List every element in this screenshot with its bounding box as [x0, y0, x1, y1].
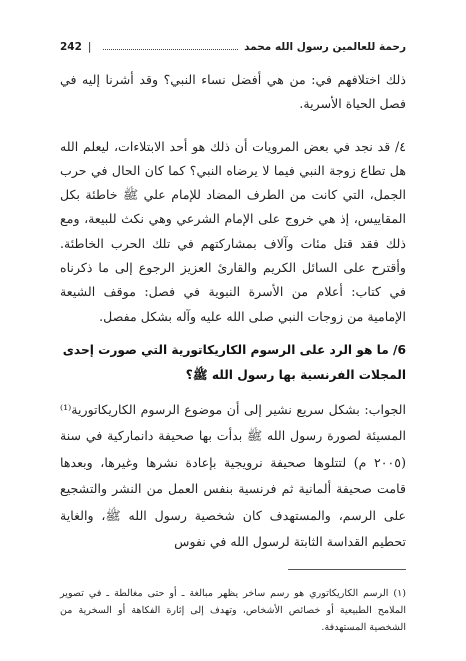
paragraph-1: ذلك اختلافهم في: من هي أفضل نساء النبي؟ وقد أشرنا إليه في فصل الحياة الأسرية. — [60, 72, 406, 112]
running-header — [60, 38, 406, 56]
section-heading: 6/ ما هو الرد على الرسوم الكاريكاتورية التي صورت إحدى المجلات الفرنسية بها رسول الله ﷺ؟ — [62, 342, 406, 382]
header-separator: | — [87, 41, 92, 53]
paragraph-3: الجواب: بشكل سريع نشير إلى أن موضوع الرسوم الكاريكاتورية⁽¹⁾ المسيئة لصورة رسول الله ﷺ بدأت بها صحيفة دانماركية في سنة (٢٠٠٥ م) لتتلوها صحيفة نرويجية بإعادة نشرها وغيرها، وبعدها قامت صحيفة ألمانية ثم فرنسية بنفس العمل من النشر والتشجيع على الرسم، والمستهدف كان شخصية رسول الله ﷺ، والغاية تحطيم القداسة الثابتة لرسول الله في نفوس — [60, 401, 406, 550]
footnote-divider — [288, 569, 406, 570]
footnote: (١) الرسم الكاريكاتوري هو رسم ساخر يظهر مبالغة ـ أو حتى مغالطة ـ في تصوير الملامح الطبيعية أو خصائص الأشخاص، وتهدف إلى إثارة الفكاهة أو السخرية من الشخصية المستهدفة. — [60, 587, 406, 634]
paragraph-2: ٤/ قد نجد في بعض المرويات أن ذلك هو أحد الابتلاءات، ليعلم الله هل تطاع زوجة النبي فيما لا يرضاه النبي؟ كما كان الحال في حرب الجمل، التي كانت من الطرف المضاد للإمام علي ﷺ خاطئة بكل المقاييس، إذ هي خروج على الإمام الشرعي وهي نكث للبيعة، ومع ذلك فقد قتل مئات وآلاف بمشاركتهم في تلك الحرب الخاطئة. وأقترح على السائل الكريم والقارئ العزيز الرجوع إلى ما ذكرناه في كتاب: أعلام من الأسرة النبوية في فصل: موقف الشيعة الإمامية من زوجات النبي صلى الله عليه وآله بشكل مفصل. — [60, 138, 406, 324]
book-title: رحمة للعالمين رسول الله محمد — [244, 41, 406, 53]
header-dotted-leader — [103, 49, 238, 50]
main-text — [60, 68, 406, 556]
page-number: 242 — [60, 41, 82, 53]
